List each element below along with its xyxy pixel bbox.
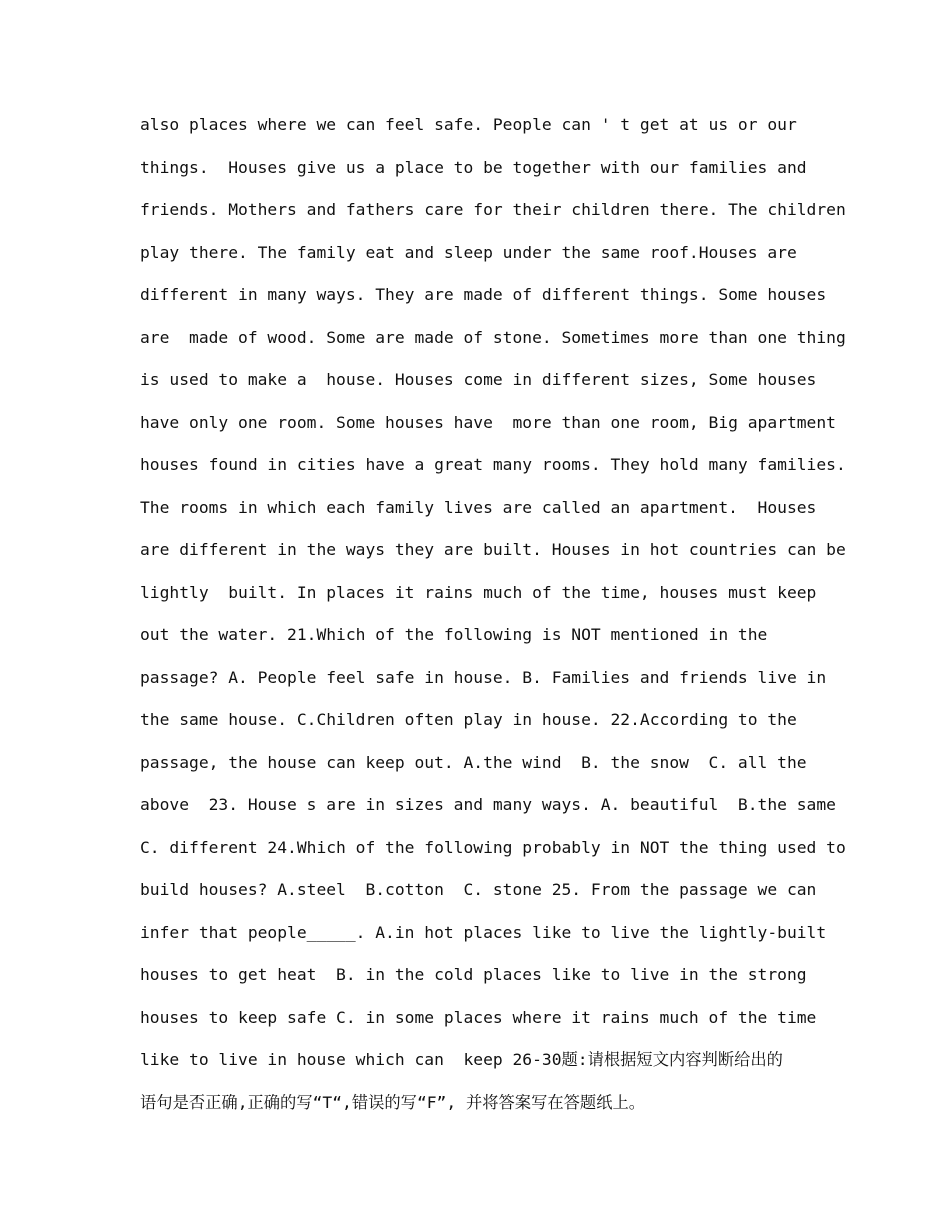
text-line-16: passage, the house can keep out. A.the wind B. the snow C. all the (140, 752, 807, 772)
text-line-3: friends. Mothers and fathers care for their children there. The children (140, 200, 846, 219)
text-line-8: have only one room. Some houses have more than one room, Big apartment (140, 412, 836, 432)
text-line-1: also places where we can feel safe. People can ' t get at us or our (140, 115, 797, 134)
text-line-19: build houses? A.steel B.cotton C. stone 25. From the passage we can (140, 880, 817, 899)
text-line-15: the same house. C.Children often play in house. 22.According to the (140, 710, 797, 729)
text-line-7: is used to make a house. Houses come in different sizes, Some houses (140, 370, 817, 389)
text-line-13: out the water. 21.Which of the following is NOT mentioned in the (140, 625, 768, 644)
text-line-18: C. different 24.Which of the following probably in NOT the thing used to (140, 837, 846, 857)
text-line-17: above 23. House s are in sizes and many ways. A. beautiful B.the same (140, 795, 836, 814)
text-line-24: 语句是否正确,正确的写“T“,错误的写“F”, 并将答案写在答题纸上。 (140, 1092, 646, 1112)
text-line-6: are made of wood. Some are made of stone. Sometimes more than one thing (140, 327, 846, 347)
text-line-9: houses found in cities have a great many rooms. They hold many families. (140, 455, 846, 474)
text-line-22: houses to keep safe C. in some places where it rains much of the time (140, 1007, 817, 1027)
passage-text (140, 104, 846, 1124)
text-line-20: infer that people_____. A.in hot places like to live the lightly-built (140, 922, 827, 942)
text-line-12: lightly built. In places it rains much of the time, houses must keep (140, 582, 817, 602)
text-line-23: like to live in house which can keep 26-30题:请根据短文内容判断给出的 (140, 1050, 783, 1069)
text-line-10: The rooms in which each family lives are called an apartment. Houses (140, 497, 817, 517)
text-line-5: different in many ways. They are made of different things. Some houses (140, 285, 827, 304)
text-line-11: are different in the ways they are built. Houses in hot countries can be (140, 540, 846, 559)
text-line-14: passage? A. People feel safe in house. B. Families and friends live in (140, 667, 827, 687)
text-line-21: houses to get heat B. in the cold places like to live in the strong (140, 965, 807, 984)
text-line-2: things. Houses give us a place to be together with our families and (140, 157, 807, 177)
text-line-4: play there. The family eat and sleep under the same roof.Houses are (140, 242, 797, 262)
